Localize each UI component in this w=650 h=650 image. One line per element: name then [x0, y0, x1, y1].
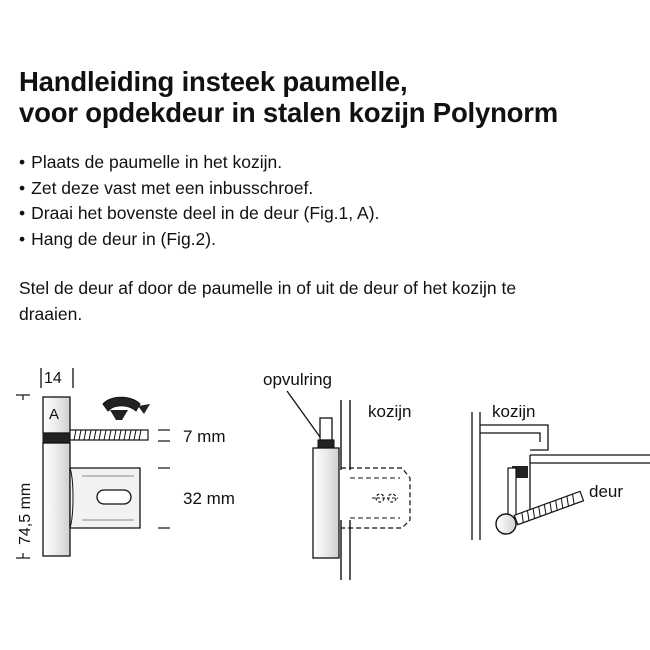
step-1: • Plaats de paumelle in het kozijn.: [19, 150, 379, 176]
hinge-cylinder-fig2: [313, 448, 339, 558]
instruction-title: [19, 66, 558, 128]
title-line-2: voor opdekdeur in stalen kozijn Polynorm: [19, 97, 559, 128]
instruction-steps: [19, 150, 379, 252]
figure-2-frame-section: [263, 370, 411, 580]
step-2: • Zet deze vast met een inbusschroef.: [19, 176, 379, 202]
kozijn-label-fig2: kozijn: [368, 402, 412, 421]
width-label: 14: [44, 370, 62, 387]
height-label: 74,5 mm: [17, 482, 34, 545]
opvulring-leader: [287, 391, 320, 437]
dim-7mm-label: 7 mm: [183, 427, 226, 446]
hinge-ring: [43, 433, 70, 443]
rotate-arrow-icon: [103, 397, 150, 420]
adjustment-paragraph: Stel de deur af door de paumelle in of uit de deur of het kozijn te draaien.: [19, 278, 517, 324]
part-a-label: A: [49, 406, 60, 423]
dim-32mm-label: 32 mm: [183, 489, 235, 508]
kozijn-label-fig3: kozijn: [492, 402, 536, 421]
deur-label: deur: [589, 482, 624, 501]
opvulring-label: opvulring: [263, 370, 332, 389]
title-line-1: Handleiding insteek paumelle,: [19, 66, 408, 97]
hinge-knuckle: [496, 514, 516, 534]
hinge-bottom-part: [43, 443, 70, 556]
hinge-diagrams: [0, 355, 650, 595]
step-3: • Draai het bovenste deel in de deur (Fig.1, A).: [19, 201, 379, 227]
figure-1-hinge-dimensions: [16, 368, 235, 558]
step-4: • Hang de deur in (Fig.2).: [19, 227, 379, 253]
insert-slot: [97, 490, 131, 504]
figure-3-top-view: [472, 402, 650, 540]
